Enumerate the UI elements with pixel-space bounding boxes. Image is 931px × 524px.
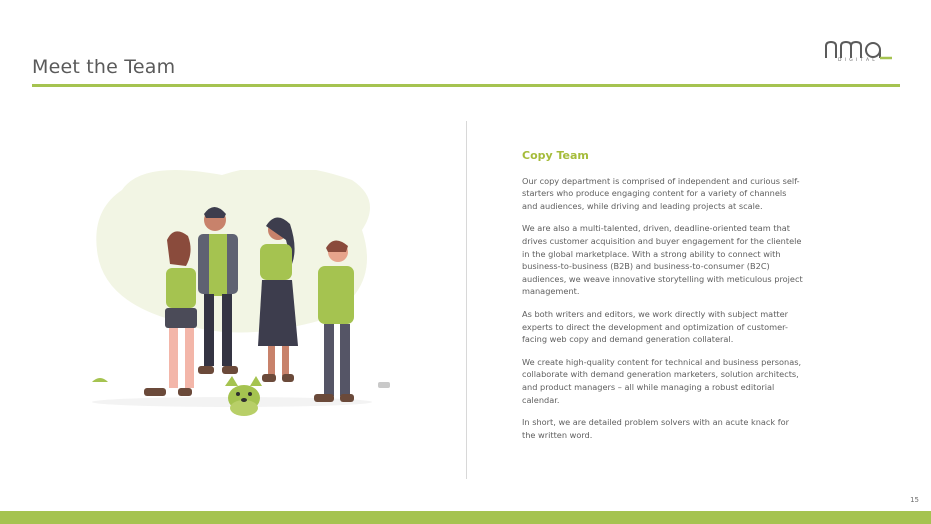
page-title: Meet the Team xyxy=(32,56,176,78)
section-heading: Copy Team xyxy=(522,149,589,162)
dog-illustration xyxy=(225,376,262,416)
logo-subtitle: DIGITAL xyxy=(838,58,878,63)
team-illustration xyxy=(82,170,402,420)
copy-team-section xyxy=(522,150,804,451)
paragraph-intro: Our copy department is comprised of independent and curious self-starters who produce engaging content for a variety of channels and audiences, while driving and leading projects at scale. xyxy=(522,175,800,211)
paragraph-writers: As both writers and editors, we work directly with subject matter experts to direct the development and optimization of customer-facing web copy and demand generation collateral. xyxy=(522,308,789,345)
paragraph-summary: In short, we are detailed problem solvers with an acute knack for the written word. xyxy=(522,417,790,440)
company-logo xyxy=(822,38,896,74)
title-underline xyxy=(32,84,900,87)
footer-bar xyxy=(0,511,931,524)
paragraph-team: We are also a multi-talented, driven, deadline-oriented team that drives customer acquisition and buyer engagement for the clientele in the global marketplace. With a strong ability to connect with business-to-business (B2B) and business-to-consumer (B2C) audiences, we weave innovative storytelling with meticulous project management. xyxy=(522,223,803,297)
page-number: 15 xyxy=(910,496,919,504)
paragraph-content: We create high-quality content for technical and business personas, collaborate with demand generation marketers, solution architects, and product managers – all while managing a robust editorial calendar. xyxy=(522,356,802,405)
vertical-divider xyxy=(466,121,467,479)
